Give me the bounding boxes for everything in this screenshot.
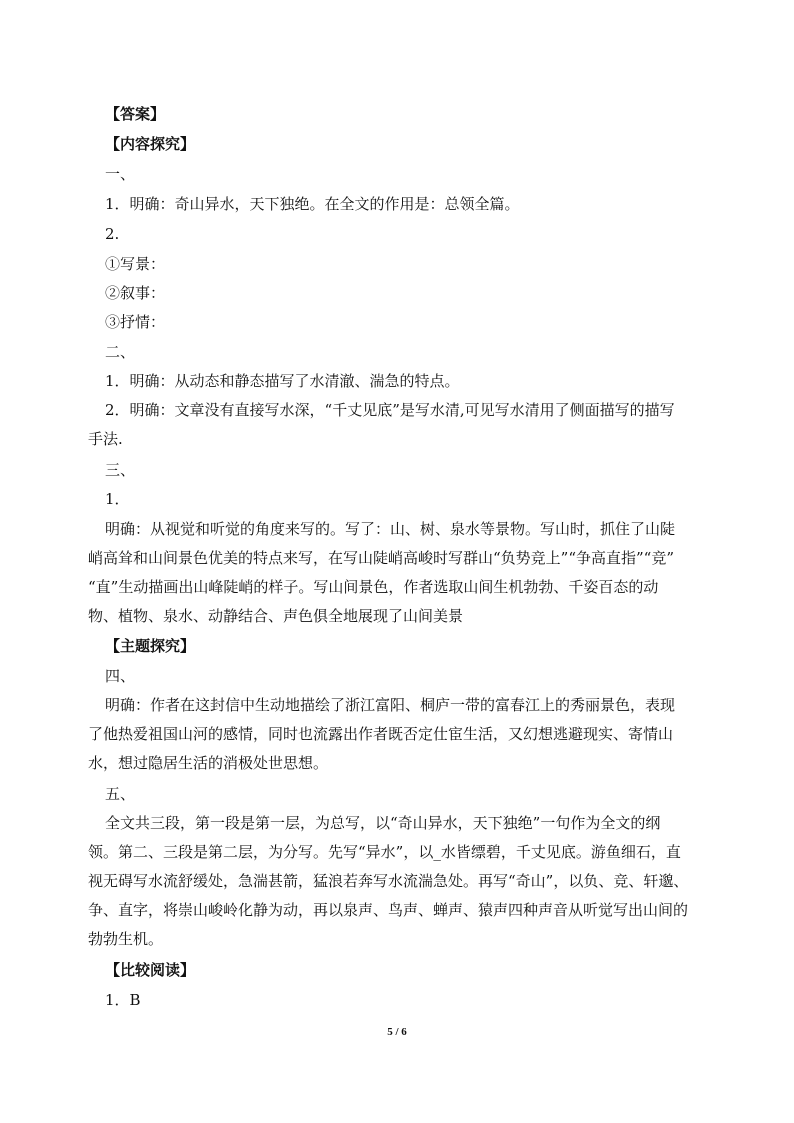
section-1-number: 一、 bbox=[105, 165, 136, 183]
content-heading: 【内容探究】 bbox=[105, 135, 196, 153]
section-1-sub-2: ②叙事： bbox=[105, 284, 166, 302]
section-5-number: 五、 bbox=[105, 785, 136, 803]
section-4-paragraph-line-3: 水，想过隐居生活的消极处世思想。 bbox=[88, 754, 329, 772]
section-1-sub-1: ①写景： bbox=[105, 255, 166, 273]
section-2-item-2-line-1: 2．明确：文章没有直接写水深，“千丈见底”是写水清,可见写水清用了侧面描写的描写 bbox=[105, 401, 675, 419]
answer-heading: 【答案】 bbox=[105, 105, 166, 123]
section-1-item-2: 2. bbox=[105, 225, 120, 243]
section-5-paragraph-line-2: 领。第二、三段是第二层，为分写。先写“异水”，以_水皆缥碧，千丈见底。游鱼细石，直 bbox=[88, 843, 681, 861]
page-number: 5 / 6 bbox=[387, 1026, 407, 1038]
section-3-number: 三、 bbox=[105, 461, 136, 479]
section-5-paragraph-line-5: 勃勃生机。 bbox=[88, 930, 164, 948]
section-4-paragraph-line-1: 明确：作者在这封信中生动地描绘了浙江富阳、桐庐一带的富春江上的秀丽景色，表现 bbox=[105, 696, 676, 714]
section-3-paragraph-line-3: “直”生动描画出山峰陡峭的样子。写山间景色，作者选取山间生机勃勃、千姿百态的动 bbox=[88, 578, 659, 596]
section-3-item-1: 1． bbox=[105, 490, 130, 508]
section-2-item-1: 1．明确：从动态和静态描写了水清澈、湍急的特点。 bbox=[105, 372, 460, 390]
section-3-paragraph-line-2: 峭高耸和山间景色优美的特点来写，在写山陡峭高峻时写群山“负势竞上”“争高直指”“竞” bbox=[88, 549, 675, 567]
section-5-paragraph-line-3: 视无碍写水流舒缓处，急湍甚箭，猛浪若奔写水流湍急处。再写“奇山”，以负、竞、轩邈、 bbox=[88, 872, 689, 890]
section-3-paragraph-line-4: 物、植物、泉水、动静结合、声色俱全地展现了山间美景 bbox=[88, 607, 464, 625]
section-4-number: 四、 bbox=[105, 667, 136, 685]
compare-item-1: 1．B bbox=[105, 991, 141, 1009]
section-3-paragraph-line-1: 明确：从视觉和听觉的角度来写的。写了：山、树、泉水等景物。写山时，抓住了山陡 bbox=[105, 520, 676, 538]
section-1-sub-3: ③抒情： bbox=[105, 313, 166, 331]
section-5-paragraph-line-1: 全文共三段，第一段是第一层，为总写，以“奇山异水，天下独绝”一句作为全文的纲 bbox=[105, 814, 661, 832]
section-2-item-2-line-2: 手法. bbox=[88, 430, 123, 448]
compare-heading: 【比较阅读】 bbox=[105, 961, 196, 979]
section-1-item-1: 1．明确：奇山异水，天下独绝。在全文的作用是：总领全篇。 bbox=[105, 195, 520, 213]
section-5-paragraph-line-4: 争、直字，将崇山峻岭化静为动，再以泉声、鸟声、蝉声、猿声四种声音从听觉写出山间的 bbox=[88, 901, 689, 919]
section-2-number: 二、 bbox=[105, 343, 136, 361]
section-4-paragraph-line-2: 了他热爱祖国山河的感情，同时也流露出作者既否定仕宦生活，又幻想逃避现实、寄情山 bbox=[88, 725, 674, 743]
theme-heading: 【主题探究】 bbox=[105, 637, 196, 655]
